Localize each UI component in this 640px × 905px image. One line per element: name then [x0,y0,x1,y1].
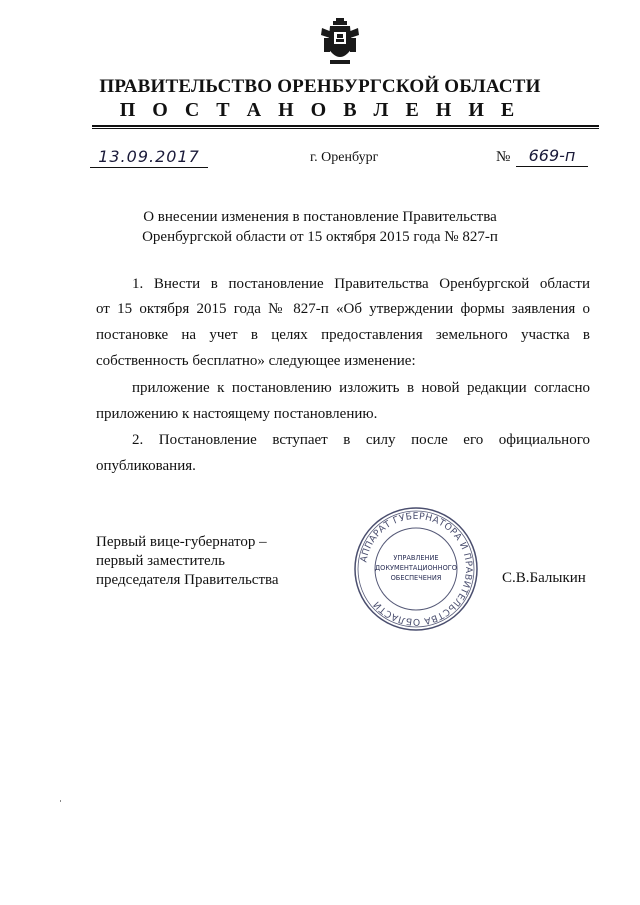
document-place: г. Оренбург [310,150,379,165]
header-rule-thin [92,128,599,129]
stamp-ring-text: АППАРАТ ГУБЕРНАТОРА И ПРАВИТЕЛЬСТВА ОБЛАСТИ [358,510,475,628]
subject-line: Оренбургской области от 15 октября 2015 года № 827-п [142,229,498,245]
signer-position-line: председателя Правительства [96,572,279,588]
subject-line: О внесении изменения в постановление Правительства [143,209,497,225]
signer-position-line: первый заместитель [96,553,226,569]
signer-position-line: Первый вице-губернатор – [96,534,267,550]
paragraph-1-line: 1. Внести в постановление Правительства Оренбургской области [132,276,590,292]
organization-title: ПРАВИТЕЛЬСТВО ОРЕНБУРГСКОЙ ОБЛАСТИ [99,76,541,97]
header-rule-thick [92,125,599,127]
document-subject [0,207,640,247]
paragraph-3-line: 2. Постановление вступает в силу после его официального [132,432,590,448]
stamp-center-line: ОБЕСПЕЧЕНИЯ [390,574,442,582]
signer-position [96,533,279,590]
signer-name: С.В.Балыкин [502,570,586,586]
stamp-center-line: УПРАВЛЕНИЕ [393,554,439,562]
document-date: 13.09.2017 [90,147,208,168]
document-type: П О С Т А Н О В Л Е Н И Е [119,99,521,121]
coat-of-arms-icon [318,18,362,68]
official-stamp [352,505,480,633]
paragraph-1-line: постановке на учет в целях предоставления земельного участка в [96,327,590,343]
stamp-center-line: ДОКУМЕНТАЦИОННОГО [375,564,457,572]
number-label: № [496,149,511,165]
document-number: 669-п [516,146,588,167]
paragraph-1-line: от 15 октября 2015 года № 827-п «Об утверждении формы заявления о [96,301,590,317]
paragraph-3-line: опубликования. [96,458,196,474]
paragraph-2-line: приложение к постановлению изложить в новой редакции согласно [132,380,590,396]
scan-speck [60,800,61,802]
paragraph-2-line: приложению к настоящему постановлению. [96,406,378,422]
paragraph-1-line: собственность бесплатно» следующее изменение: [96,353,416,369]
